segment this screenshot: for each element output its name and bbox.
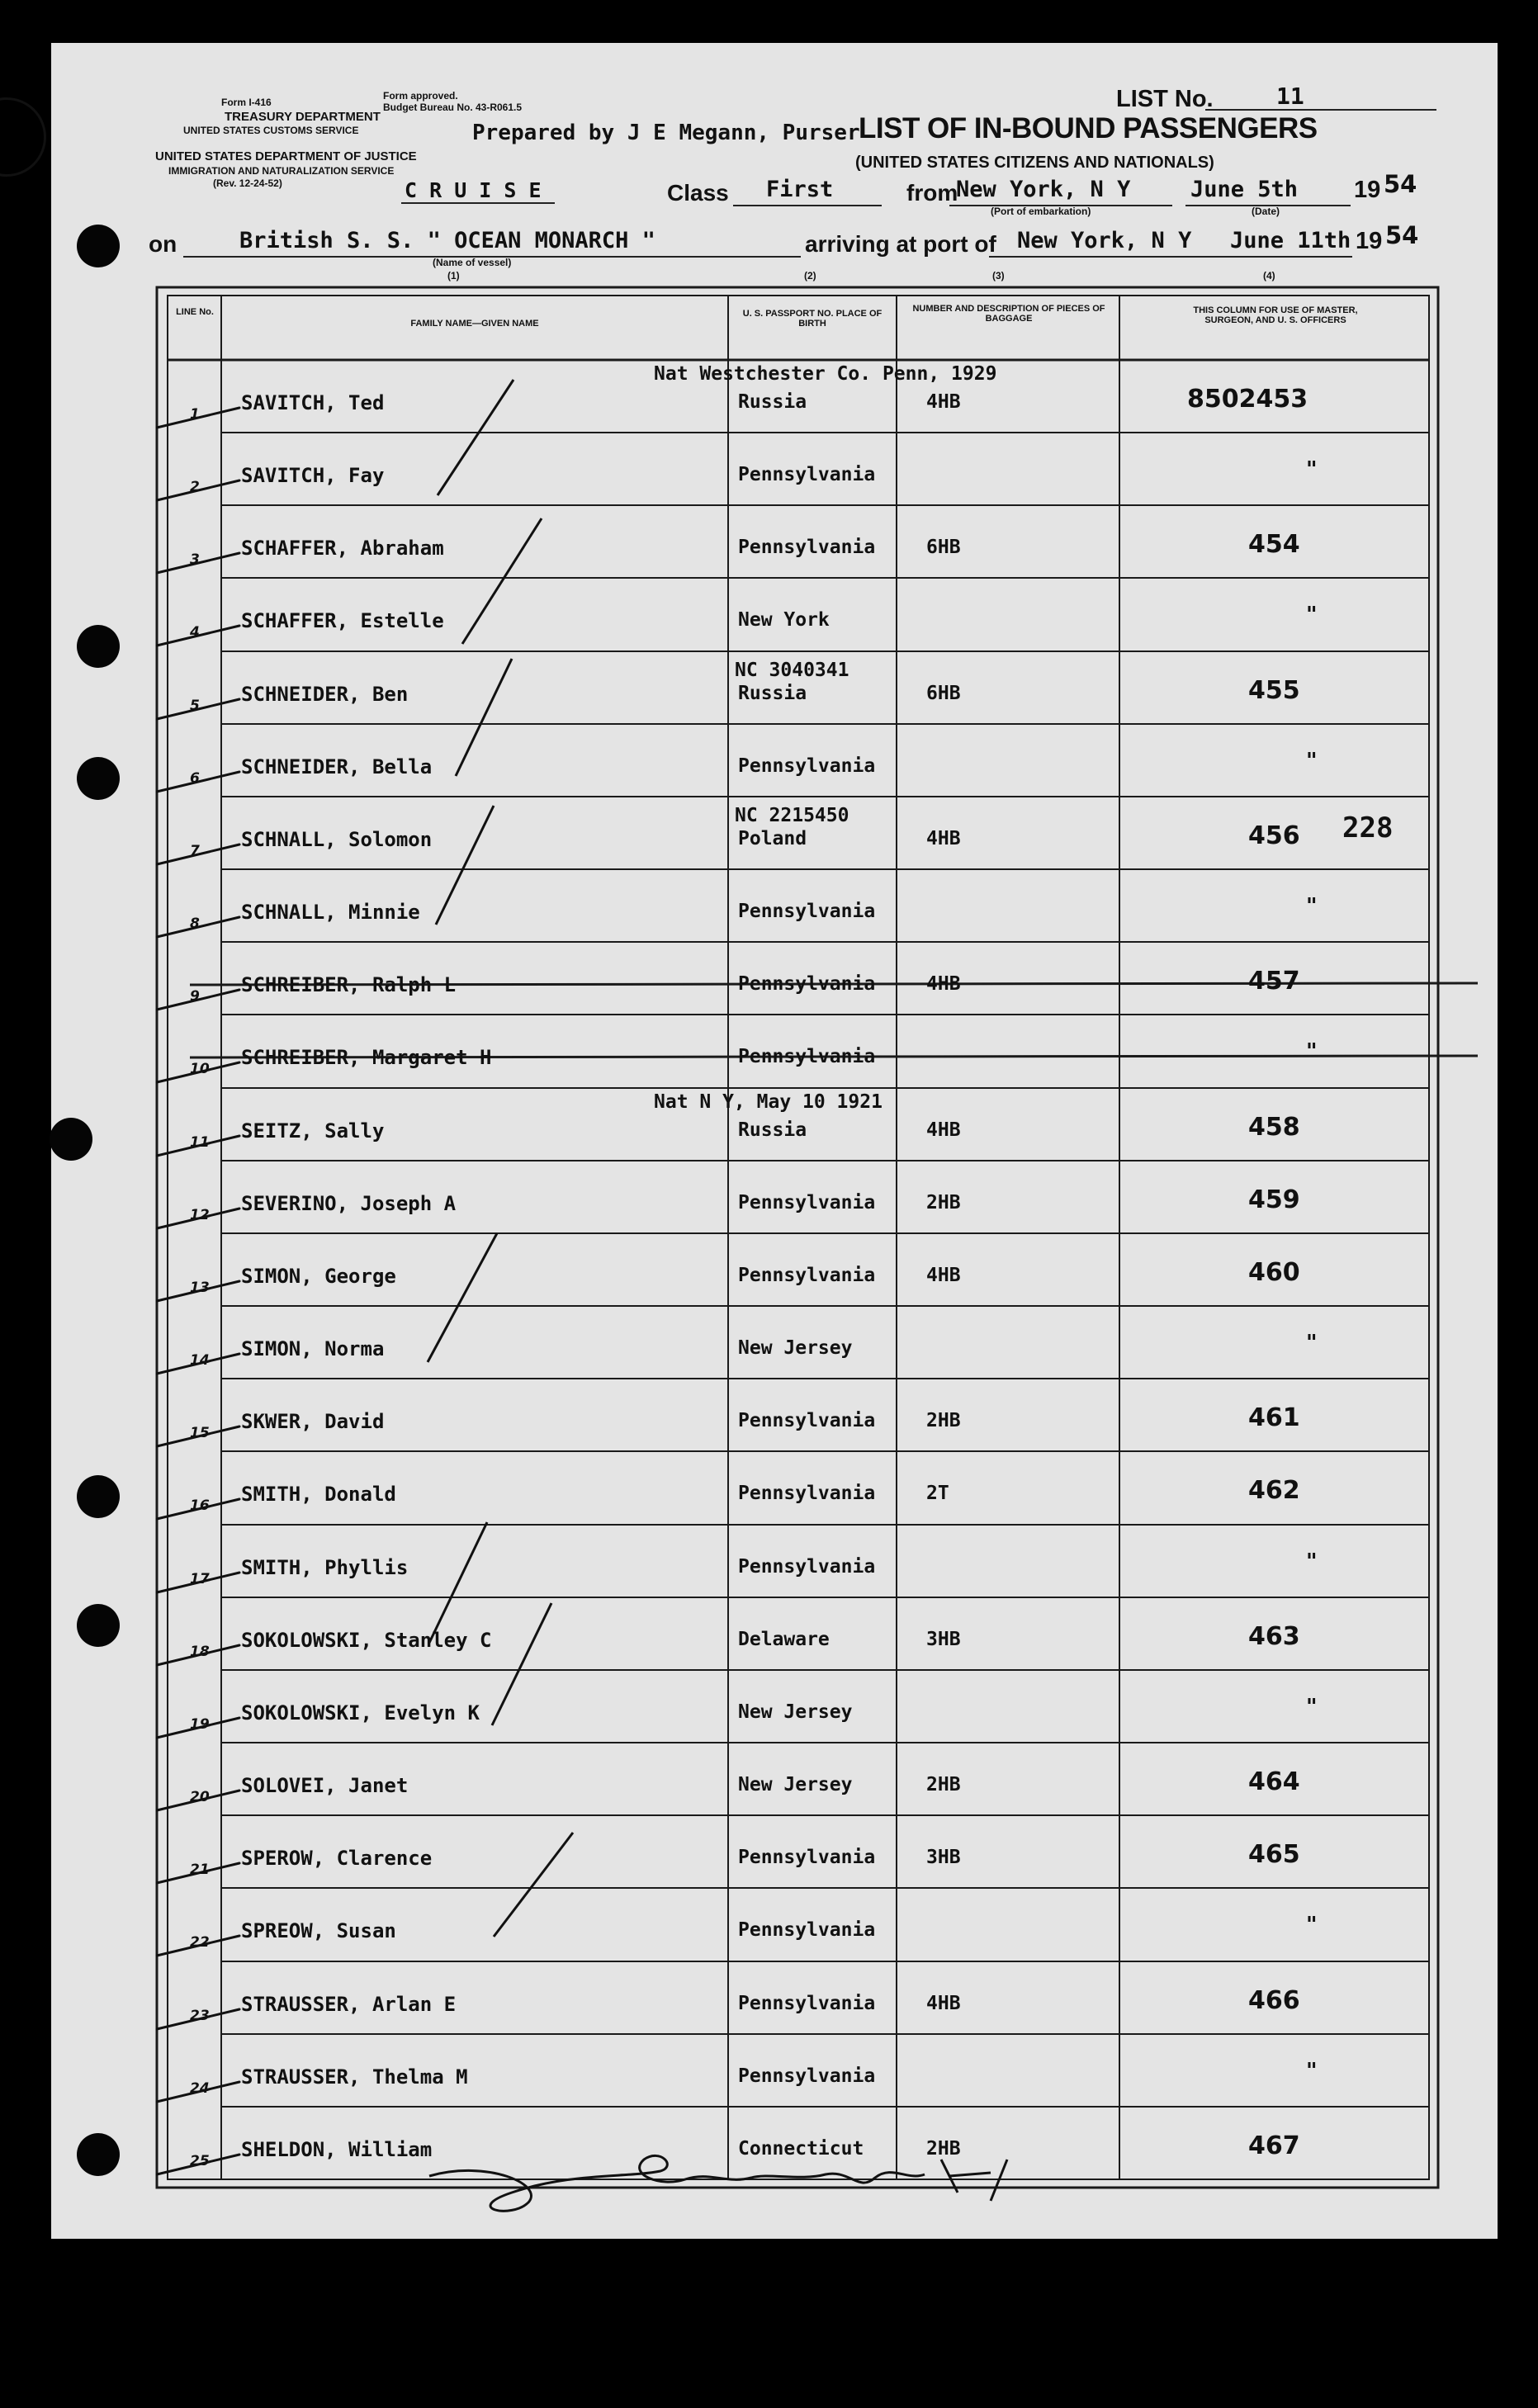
birthplace: Russia <box>738 1119 807 1141</box>
officer-number: 457 <box>1248 967 1300 996</box>
signature-text <box>0 0 11 1</box>
passenger-name: SAVITCH, Fay <box>241 464 385 487</box>
officer-number: 455 <box>1248 676 1300 705</box>
form-approved: Form approved. <box>383 90 458 102</box>
baggage-count: 6HB <box>926 683 961 704</box>
officer-number: 464 <box>1248 1767 1300 1796</box>
check-mark <box>157 1645 239 1665</box>
passenger-name: STRAUSSER, Thelma M <box>241 2065 468 2089</box>
check-mark <box>157 990 239 1010</box>
on-label: on <box>149 231 177 257</box>
col-header-name: FAMILY NAME—GIVEN NAME <box>410 319 539 329</box>
birthplace: Pennsylvania <box>738 755 876 777</box>
arriving-label: arriving at port of <box>805 231 996 257</box>
passenger-name: SOKOLOWSKI, Evelyn K <box>241 1701 480 1724</box>
baggage-count: 3HB <box>926 1629 961 1650</box>
officer-number: 461 <box>1248 1403 1300 1432</box>
line-number: 12 <box>190 1207 210 1223</box>
officer-number: " <box>1306 603 1318 627</box>
birthplace: New York <box>738 609 830 631</box>
agency-customs: UNITED STATES CUSTOMS SERVICE <box>183 125 359 136</box>
line-number: 23 <box>190 2008 210 2024</box>
birthplace: New Jersey <box>738 1701 853 1723</box>
date-caption: (Date) <box>1252 206 1280 217</box>
cruise-label: C R U I S E <box>405 178 542 202</box>
agency-justice: UNITED STATES DEPARTMENT OF JUSTICE <box>155 149 417 163</box>
line-number: 4 <box>190 624 200 641</box>
passport-number: NC 3040341 <box>735 660 849 681</box>
check-mark <box>157 626 239 646</box>
list-no-label: LIST No. <box>1116 86 1214 112</box>
passenger-name: SEITZ, Sally <box>241 1119 385 1142</box>
birthplace: Pennsylvania <box>738 1046 876 1067</box>
birthplace: Pennsylvania <box>738 1919 876 1941</box>
passenger-name: SHELDON, William <box>241 2138 433 2161</box>
line-number: 22 <box>190 1934 210 1951</box>
departure-date: June 5th <box>1190 177 1299 202</box>
birthplace: New Jersey <box>738 1774 853 1795</box>
stamp-number: 228 <box>1342 811 1394 844</box>
year-suffix: 54 <box>1384 170 1417 198</box>
passenger-name: STRAUSSER, Arlan E <box>241 1993 457 2016</box>
check-mark <box>157 1573 239 1592</box>
signature <box>413 2127 1057 2226</box>
check-mark <box>157 699 239 719</box>
officer-number: 466 <box>1248 1986 1300 2015</box>
baggage-count: 2T <box>926 1483 949 1504</box>
line-number: 19 <box>190 1716 210 1733</box>
vessel-caption: (Name of vessel) <box>433 257 512 268</box>
officer-number: 458 <box>1248 1113 1300 1142</box>
birthplace: New Jersey <box>738 1337 853 1359</box>
check-mark <box>157 1062 239 1082</box>
baggage-count: 6HB <box>926 537 961 558</box>
officer-number: " <box>1306 1039 1318 1064</box>
year2-suffix: 54 <box>1385 221 1419 249</box>
passenger-name: SCHNEIDER, Bella <box>241 755 433 778</box>
officer-number: " <box>1306 749 1318 773</box>
baggage-count: 4HB <box>926 1119 961 1141</box>
prepared-by: Prepared by J E Megann, Purser <box>472 121 860 145</box>
check-mark <box>157 1136 239 1156</box>
passenger-name: SOKOLOWSKI, Stanley C <box>241 1629 492 1652</box>
officer-number: 454 <box>1248 530 1300 559</box>
birthplace: Connecticut <box>738 2138 864 2160</box>
document-subtitle: (UNITED STATES CITIZENS AND NATIONALS) <box>855 154 1214 172</box>
passenger-name: SCHNALL, Solomon <box>241 828 433 851</box>
check-mark <box>157 1209 239 1228</box>
officer-number: 465 <box>1248 1840 1300 1869</box>
check-mark <box>157 772 239 792</box>
check-mark <box>157 2082 239 2102</box>
check-mark <box>157 1936 239 1956</box>
birthplace: Pennsylvania <box>738 901 876 922</box>
passenger-name: SPREOW, Susan <box>241 1919 396 1942</box>
passenger-name: SAVITCH, Ted <box>241 391 385 414</box>
check-mark <box>157 844 239 864</box>
check-mark <box>157 1281 239 1301</box>
passenger-name: SCHAFFER, Abraham <box>241 537 444 560</box>
line-number: 21 <box>190 1862 210 1878</box>
passenger-name: SOLOVEI, Janet <box>241 1774 409 1797</box>
birthplace: Russia <box>738 391 807 413</box>
birthplace: Pennsylvania <box>738 2065 876 2087</box>
birthplace: Pennsylvania <box>738 1410 876 1431</box>
agency-ins: IMMIGRATION AND NATURALIZATION SERVICE <box>168 165 395 177</box>
passenger-name: SIMON, George <box>241 1265 396 1288</box>
officer-number: " <box>1306 2059 1318 2084</box>
birthplace: Pennsylvania <box>738 1265 876 1286</box>
baggage-count: 4HB <box>926 391 961 413</box>
line-number: 11 <box>190 1134 210 1151</box>
passenger-name: SMITH, Phyllis <box>241 1556 409 1579</box>
arrival-port: New York, N Y <box>1017 228 1192 253</box>
col-header-officers: THIS COLUMN FOR USE OF MASTER, SURGEON, AND U. S. OFFICERS <box>1193 305 1358 325</box>
passenger-name: SCHREIBER, Ralph L <box>241 973 457 996</box>
line-number: 16 <box>190 1497 210 1514</box>
baggage-count: 4HB <box>926 828 961 849</box>
baggage-count: 2HB <box>926 1410 961 1431</box>
col-header-baggage: NUMBER AND DESCRIPTION OF PIECES OF BAGGAGE <box>912 304 1105 324</box>
birthplace: Pennsylvania <box>738 973 876 995</box>
line-number: 14 <box>190 1352 210 1369</box>
column-ref-1: (1) <box>447 270 460 281</box>
birthplace: Pennsylvania <box>738 1556 876 1578</box>
from-value: New York, N Y <box>956 177 1131 202</box>
check-mark <box>157 1499 239 1519</box>
passenger-name: SPEROW, Clarence <box>241 1847 433 1870</box>
birthplace: Pennsylvania <box>738 1483 876 1504</box>
officer-number: 463 <box>1248 1622 1300 1651</box>
year-prefix: 19 <box>1354 177 1381 203</box>
line-number: 25 <box>190 2153 210 2169</box>
check-mark <box>157 1354 239 1374</box>
passenger-name: SCHAFFER, Estelle <box>241 609 444 632</box>
year2-prefix: 19 <box>1356 228 1383 254</box>
col-header-passport: U. S. PASSPORT NO. PLACE OF BIRTH <box>742 309 883 329</box>
line-number: 9 <box>190 988 200 1005</box>
naturalization-note: Nat N Y, May 10 1921 <box>654 1091 883 1113</box>
line-number: 3 <box>190 551 200 568</box>
baggage-count: 2HB <box>926 1774 961 1795</box>
line-number: 8 <box>190 915 200 932</box>
list-no-value: 11 <box>1276 83 1304 110</box>
passenger-name: SIMON, Norma <box>241 1337 385 1360</box>
check-mark <box>157 553 239 573</box>
col-header-line-no: LINE No. <box>176 307 214 317</box>
line-number: 24 <box>190 2080 210 2097</box>
baggage-count: 4HB <box>926 973 961 995</box>
line-number: 7 <box>190 843 200 859</box>
port-caption: (Port of embarkation) <box>991 206 1091 217</box>
column-ref-3: (3) <box>992 270 1005 281</box>
passport-number: NC 2215450 <box>735 805 849 826</box>
line-number: 2 <box>190 479 200 495</box>
form-number: Form I-416 <box>221 97 272 108</box>
passenger-name: SCHREIBER, Margaret H <box>241 1046 492 1069</box>
baggage-count: 4HB <box>926 1265 961 1286</box>
baggage-count: 2HB <box>926 2138 961 2160</box>
officer-number: 462 <box>1248 1476 1300 1505</box>
officer-number: 467 <box>1248 2131 1300 2160</box>
birthplace: Pennsylvania <box>738 464 876 485</box>
passenger-name: SMITH, Donald <box>241 1483 396 1506</box>
birthplace: Russia <box>738 683 807 704</box>
birthplace: Pennsylvania <box>738 1847 876 1868</box>
line-number: 6 <box>190 770 200 787</box>
line-number: 5 <box>190 698 200 714</box>
officer-number: " <box>1306 894 1318 919</box>
line-number: 15 <box>190 1425 210 1441</box>
officer-number: " <box>1306 1549 1318 1574</box>
column-ref-4: (4) <box>1263 270 1275 281</box>
vessel-name: British S. S. " OCEAN MONARCH " <box>239 228 655 253</box>
officer-number: 456 <box>1248 821 1300 850</box>
agency-treasury: TREASURY DEPARTMENT <box>225 110 381 124</box>
officer-number: " <box>1306 1331 1318 1355</box>
line-number: 1 <box>190 406 200 423</box>
passenger-name: SCHNALL, Minnie <box>241 901 420 924</box>
check-mark <box>157 408 239 428</box>
check-mark <box>157 1863 239 1883</box>
document-title: LIST OF IN-BOUND PASSENGERS <box>859 112 1318 144</box>
birthplace: Delaware <box>738 1629 830 1650</box>
passenger-name: SEVERINO, Joseph A <box>241 1192 457 1215</box>
form-revision: (Rev. 12-24-52) <box>213 177 282 189</box>
birthplace: Poland <box>738 828 807 849</box>
officer-number: " <box>1306 457 1318 482</box>
birthplace: Pennsylvania <box>738 1993 876 2014</box>
check-mark <box>157 1426 239 1446</box>
check-mark <box>157 917 239 937</box>
check-mark <box>157 2009 239 2029</box>
officer-number: 459 <box>1248 1185 1300 1214</box>
check-mark <box>157 1791 239 1810</box>
officer-number: 460 <box>1248 1258 1300 1287</box>
baggage-count: 2HB <box>926 1192 961 1213</box>
passenger-name: SKWER, David <box>241 1410 385 1433</box>
budget-bureau: Budget Bureau No. 43-R061.5 <box>383 102 523 113</box>
line-number: 20 <box>190 1789 210 1805</box>
officer-number: 8502453 <box>1187 385 1308 414</box>
check-mark <box>157 2155 239 2174</box>
from-label: from <box>906 180 958 206</box>
line-number: 13 <box>190 1280 210 1296</box>
check-mark <box>157 480 239 500</box>
officer-number: " <box>1306 1695 1318 1720</box>
arrival-date: June 11th <box>1230 228 1351 253</box>
line-number: 17 <box>190 1571 210 1587</box>
check-mark <box>157 1718 239 1738</box>
officer-number: " <box>1306 1913 1318 1937</box>
baggage-count: 4HB <box>926 1993 961 2014</box>
birthplace: Pennsylvania <box>738 537 876 558</box>
class-label: Class <box>667 180 729 206</box>
baggage-count: 3HB <box>926 1847 961 1868</box>
line-number: 18 <box>190 1644 210 1660</box>
class-value: First <box>766 177 834 202</box>
naturalization-note: Nat Westchester Co. Penn, 1929 <box>654 363 997 385</box>
line-number: 10 <box>190 1061 210 1077</box>
passenger-name: SCHNEIDER, Ben <box>241 683 409 706</box>
column-ref-2: (2) <box>804 270 816 281</box>
birthplace: Pennsylvania <box>738 1192 876 1213</box>
